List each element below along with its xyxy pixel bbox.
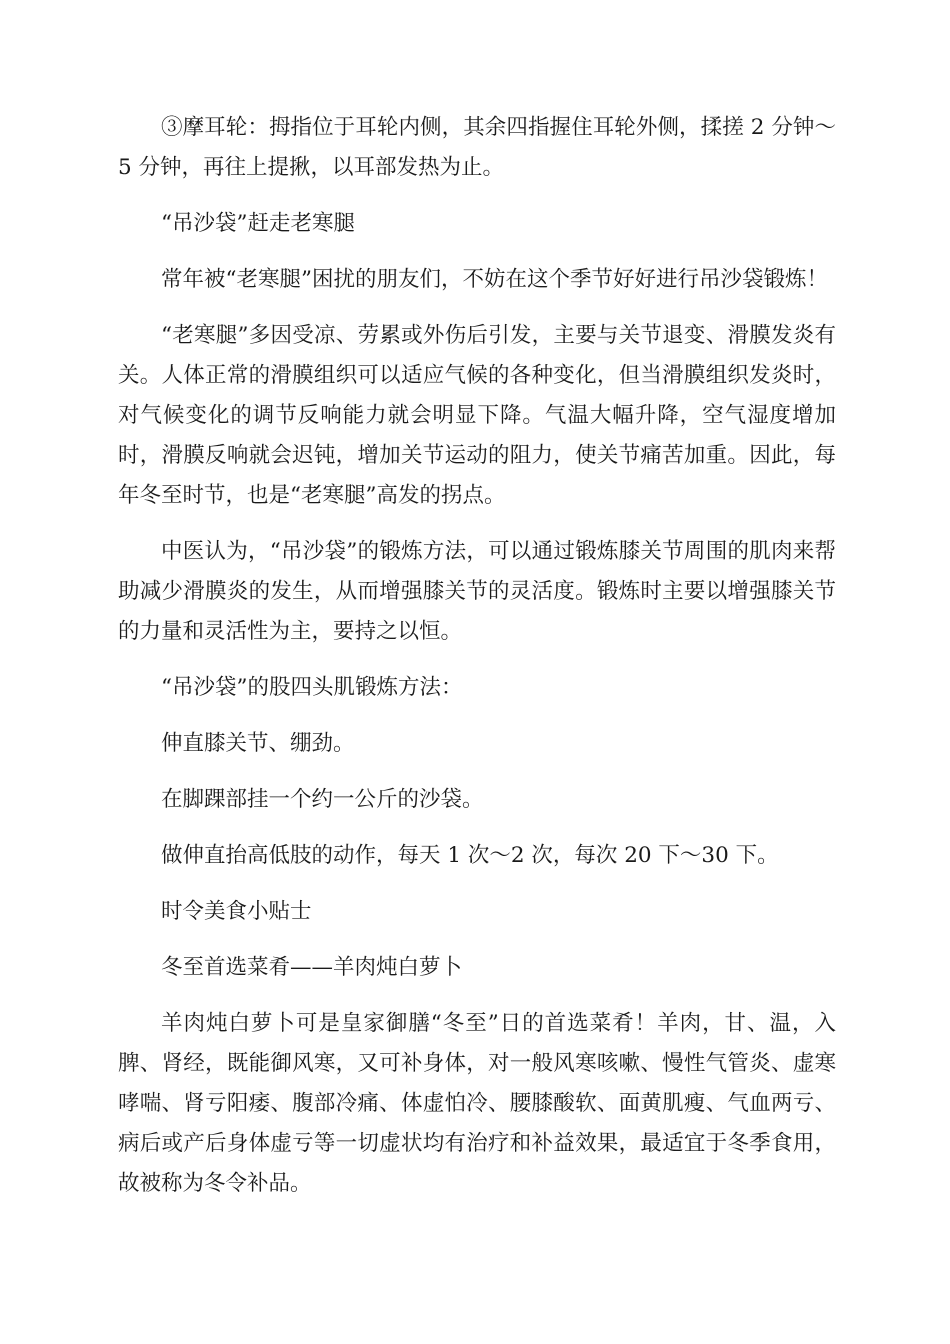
tcm-view-paragraph: 中医认为，“吊沙袋”的锻炼方法，可以通过锻炼膝关节周围的肌肉来帮助减少滑膜炎的发生，从而增强膝关节的灵活度。锻炼时主要以增强膝关节的力量和灵活性为主，要持之以恒。 bbox=[118, 539, 836, 644]
step-3: 做伸直抬高低肢的动作，每天 1 次～2 次，每次 20 下～30 下。 bbox=[161, 843, 779, 868]
document-page bbox=[118, 108, 836, 1220]
cold-leg-cause-paragraph: “老寒腿”多因受凉、劳累或外伤后引发，主要与关节退变、滑膜发炎有关。人体正常的滑膜组织可以适应气候的各种变化，但当滑膜组织发炎时，对气候变化的调节反响能力就会明显下降。气温大幅升降，空气湿度增加时，滑膜反响就会迟钝，增加关节运动的阻力，使关节痛苦加重。因此，每年冬至时节，也是“老寒腿”高发的拐点。 bbox=[118, 323, 836, 508]
sandbag-section-heading: “吊沙袋”赶走老寒腿 bbox=[161, 211, 355, 236]
ear-massage-paragraph: ③摩耳轮：拇指位于耳轮内侧，其余四指握住耳轮外侧，揉搓 2 分钟～5 分钟，再往上提揪，以耳部发热为止。 bbox=[118, 115, 836, 180]
step-1: 伸直膝关节、绷劲。 bbox=[161, 731, 355, 756]
sandbag-intro-paragraph: 常年被“老寒腿”困扰的朋友们，不妨在这个季节好好进行吊沙袋锻炼！ bbox=[161, 267, 828, 292]
seasonal-food-heading: 时令美食小贴士 bbox=[161, 899, 312, 924]
mutton-radish-paragraph: 羊肉炖白萝卜可是皇家御膳“冬至”日的首选菜肴！羊肉，甘、温，入脾、肾经，既能御风寒，又可补身体，对一般风寒咳嗽、慢性气管炎、虚寒哮喘、肾亏阳痿、腹部冷痛、体虚怕冷、腰膝酸软、面黄肌瘦、气血两亏、病后或产后身体虚亏等一切虚状均有治疗和补益效果，最适宜于冬季食用，故被称为冬令补品。 bbox=[118, 1011, 836, 1196]
step-2: 在脚踝部挂一个约一公斤的沙袋。 bbox=[161, 787, 484, 812]
quadriceps-method-heading: “吊沙袋”的股四头肌锻炼方法： bbox=[161, 675, 463, 700]
winter-solstice-dish-heading: 冬至首选菜肴——羊肉炖白萝卜 bbox=[161, 955, 463, 980]
